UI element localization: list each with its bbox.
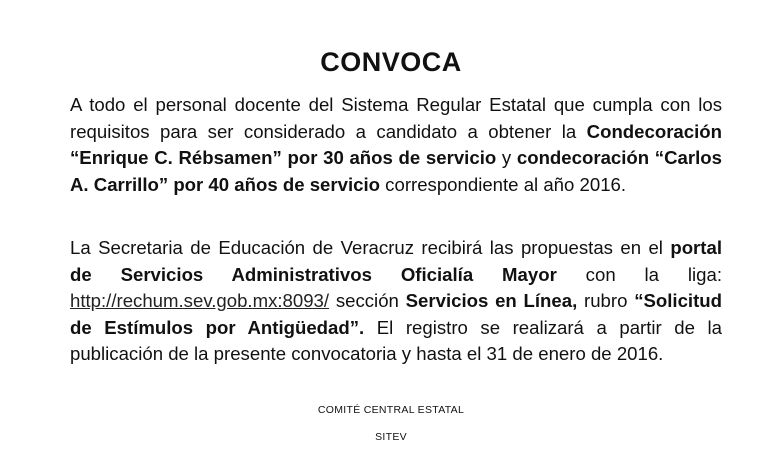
page-title: CONVOCA	[320, 47, 462, 77]
eligibility-text-1: A todo el personal docente del Sistema Regular Estatal que cumpla con los requisitos para ser considerado a candidato a obtener la	[70, 94, 722, 142]
committee-signature: COMITÉ CENTRAL ESTATAL	[317, 404, 465, 416]
portal-name: portal de Servicios Administrativos Oficialía Mayor	[70, 237, 722, 285]
submission-text-1: La Secretaria de Educación de Veracruz recibirá las propuestas en el	[70, 237, 671, 258]
eligibility-text-2: y	[496, 147, 517, 168]
category-name: “Solicitud de Estímulos por Antigüedad”.	[70, 290, 722, 338]
eligibility-paragraph	[70, 92, 722, 198]
organization-signature: SITEV	[375, 431, 407, 443]
rebsamen-award: Condecoración “Enrique C. Rébsamen” por 30 años de servicio	[70, 120, 722, 168]
portal-link[interactable]: http://rechum.sev.gob.mx:8093/	[70, 290, 330, 311]
submission-text-2: con la liga:	[556, 263, 722, 285]
carrillo-award: condecoración “Carlos A. Carrillo” por 40 años de servicio	[70, 147, 722, 195]
section-name: Servicios en Línea,	[405, 290, 578, 311]
submission-paragraph	[70, 235, 722, 368]
submission-text-3: sección	[329, 290, 406, 311]
submission-text-5: El registro se realizará a partir de la publicación de la presente convocatoria y hasta el 31 de enero de 2016.	[70, 316, 722, 364]
eligibility-text-3: correspondiente al año 2016.	[380, 173, 627, 195]
submission-text-4: rubro	[577, 290, 635, 311]
